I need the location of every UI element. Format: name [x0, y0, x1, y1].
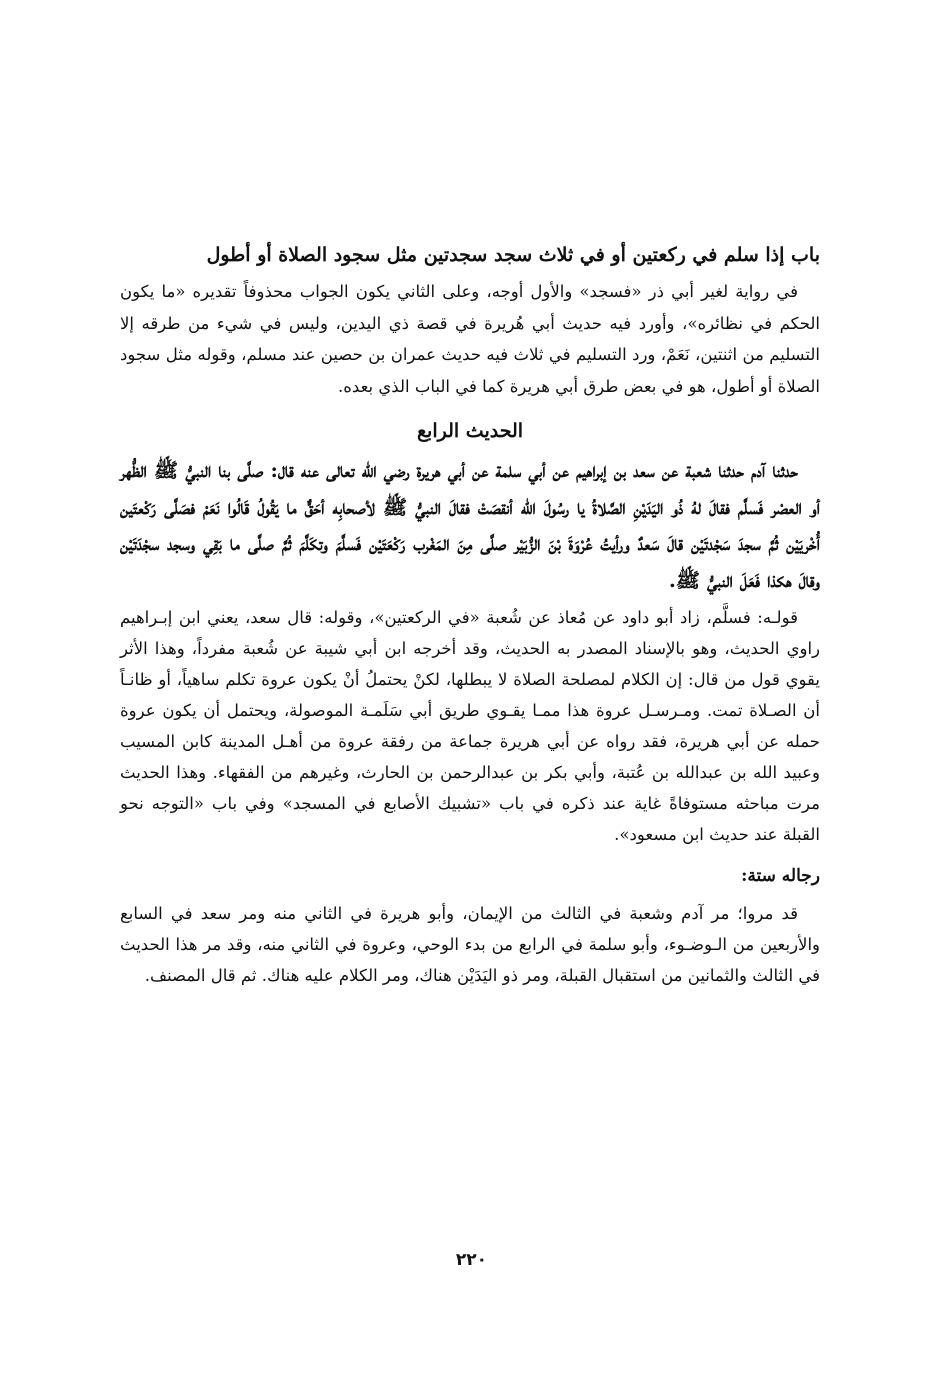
page-body [120, 240, 820, 991]
intro-commentary: في رواية لغير أبي ذر «فسجد» والأول أوجه، وعلى الثاني يكون الجواب محذوفاً تقديره «ما يكون الحكم في نظائره»، وأورد فيه حديث أبي هُريرة في قصة ذي اليدين، وليس في شيء من طرقه إلا التسليم من اثنتين، نَعَمْ، ورد التسليم في ثلاث فيه حديث عمران بن حصين عند مسلم، وقوله مثل سجود الصلاة أو أطول، هو في بعض طرق أبي هريرة كما في الباب الذي بعده. [120, 282, 820, 396]
page-number: ٢٢٠ [455, 1250, 488, 1270]
narrators-paragraph: قد مروا؛ مر آدم وشعبة في الثالث من الإيمان، وأبو هريرة في الثاني منه ومر سعد في السابع والأربعين من الـوضـوء، وأبو سلمة في الرابع من بدء الوحي، وعروة في الثاني منه، وقد مر هذا الحديث في الثالث والثمانين من استقبال القبلة، ومر ذو اليَدَيْن هناك، ومر الكلام عليه هناك. ثم قال المصنف. [120, 904, 820, 985]
section-heading: الحديث الرابع [416, 420, 524, 442]
explanation-paragraph: قولـه: فسلَّم، زاد أبو داود عن مُعاذ عن شُعبة «في الركعتين»، وقوله: قال سعد، يعني ابن إبـراهيم راوي الحديث، وهو بالإسناد المصدر به الحديث، وقد أخرجه ابن أبي شيبة عن شُعبة مفرداً، وهذا الأثر يقوي قول من قال: إن الكلام لمصلحة الصلاة لا يبطلها، لكنْ يحتملُ أنْ يكون عروة تكلم ساهياً، أو ظانـاً أن الصـلاة تمت. ومـرسـل عروة هذا ممـا يقـوي طريق أبي سَلَمـة الموصولة، ويحتمل أن يكون عروة حمله عن أبي هريرة، فقد رواه عن أبي هريرة جماعة من رفقة عروة من أهـل المدينة كابن المسيب وعبيد الله بن عبدالله بن عُتبة، وأبي بكر بن عبدالرحمن بن الحارث، وغيرهم من الفقهاء. وهذا الحديث مرت مباحثه مستوفاةً غاية عند ذكره في باب «تشبيك الأصابع في المسجد» وفي باب «التوجه نحو القبلة عند حديث ابن مسعود». [120, 608, 820, 844]
narrators-heading: رجاله ستة: [741, 866, 820, 886]
hadith-text: حدثنا آدم حدثنا شعبة عن سعد بن إبراهيم عن أبي سلمة عن أبي هريرة رضي الله تعالى عنه قال: صلَّى بنا النبيُّ ﷺ الظُّهر أو العصْر فَسلَّم فقالَ لهُ ذُو اليَدَيْنِ الصَّلاةُ يا رسُولَ الله أنقصَتْ فقالَ النبيُّ ﷺ لأصحابِه أحَقٌّ ما يَقُولُ قَالُوا نَعَمْ فصَلَّى رَكْعتَين أُخْريَيْن ثُمَّ سجدَ سَجْدتَيْن قالَ سَعدٌ ورأيتُ عُرْوَةَ بْنَ الزُّبَيْر صلَّى مِنَ المَغْرب رَكْعَتَيْن فَسلَّمَ وتكَلَّمَ ثُمَّ صلَّى ما بَقِي وسجد سجْدَتَيْن وقالَ هكذا فَعَلَ النبيُّ ﷺ. [120, 458, 820, 592]
chapter-title: باب إذا سلم في ركعتين أو في ثلاث سجد سجدتين مثل سجود الصلاة أو أطول [206, 244, 820, 266]
